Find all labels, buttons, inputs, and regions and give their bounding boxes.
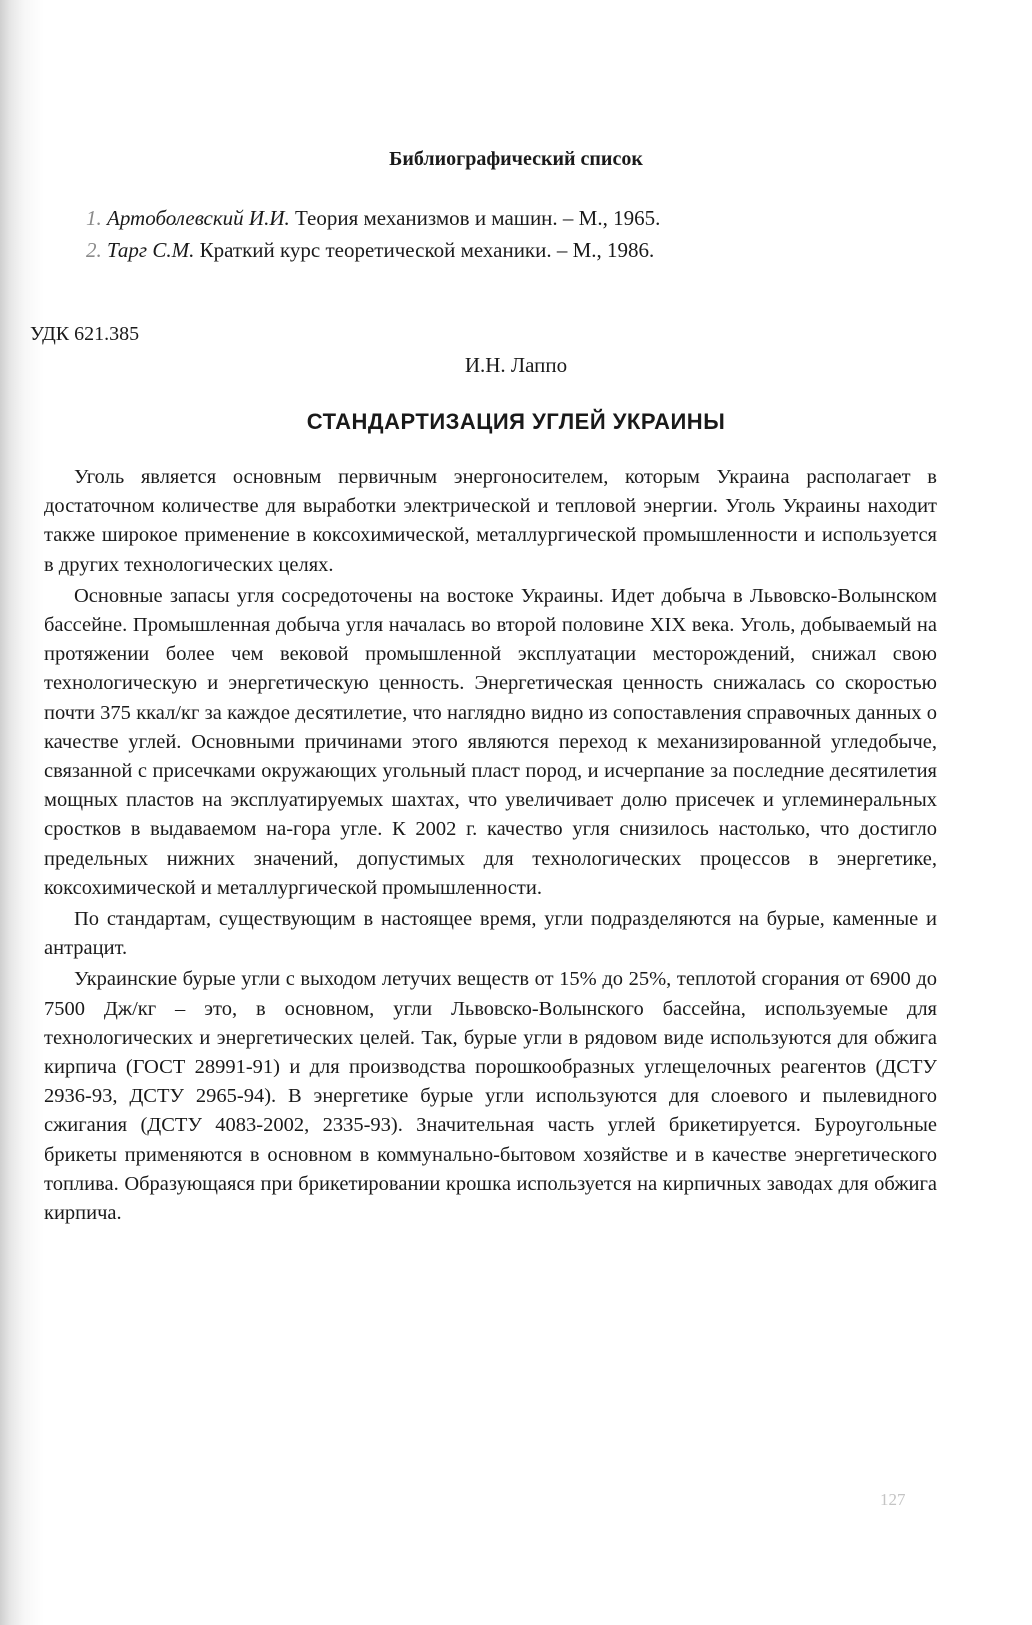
bibliography-item-text: Краткий курс теоретической механики. – М., 1986. [199,238,655,262]
article-paragraph: По стандартам, существующим в настоящее время, угли подразделяются на бурые, каменные и антрацит. [44,908,937,960]
bibliography-item [86,234,660,266]
page-number: 127 [880,1490,906,1509]
bibliography-item-number: 2. [86,238,102,262]
article-paragraph: Украинские бурые угли с выходом летучих веществ от 15% до 25%, теплотой сгорания от 6900 до 7500 Дж/кг – это, в основном, угли Львовско-Волынского бассейна, используемые для технологических и энергетических целей. Так, бурые угли в рядовом виде используются для обжига кирпича (ГОСТ 28991-91) и для производства порошкообразных углещелочных реагентов (ДСТУ 2936-93, ДСТУ 2965-94). В энергетике бурые угли используются для слоевого и пылевидного сжигания (ДСТУ 4083-2002, 2335-93). Значительная часть углей брикетируется. Буроугольные брикеты применяются в основном в коммунально-бытовом хозяйстве и в качестве энергетического топлива. Образующаяся при брикетировании крошка используется на кирпичных заводах для обжига кирпича. [44,968,937,1225]
bibliography-list [86,202,660,266]
bibliography-item-text: Теория механизмов и машин. – М., 1965. [295,206,661,230]
article-title: СТАНДАРТИЗАЦИЯ УГЛЕЙ УКРАИНЫ [306,409,726,434]
article-paragraph: Основные запасы угля сосредоточены на востоке Украины. Идет добыча в Львовско-Волынском бассейне. Промышленная добыча угля началась во второй половине XIX века. Уголь, добываемый на протяжении более чем вековой промышленной эксплуатации месторождений, снижал свою технологическую и энергетическую ценность. Энергетическая ценность снижалась со скоростью почти 375 ккал/кг за каждое десятилетие, что наглядно видно из сопоставления справочных данных о качестве углей. Основными причинами этого являются переход к механизированной угледобыче, связанной с присечками окружающих угольный пласт пород, и исчерпание за последние десятилетия мощных пластов на эксплуатируемых шахтах, что увеличивает долю присечек и углеминеральных сростков в выдаваемом на-гора угле. К 2002 г. качество угля снизилось настолько, что достигло предельных нижних значений, допустимых для технологических процессов в энергетике, коксохимической и металлургической промышленности. [44,584,937,899]
article-body [44,463,937,1230]
bibliography-item-number: 1. [86,206,102,230]
bibliography-heading: Библиографический список [389,148,643,170]
bibliography-item [86,202,660,234]
article-author: И.Н. Лаппо [464,353,568,377]
bibliography-item-author: Тарг С.М. [107,238,195,262]
bibliography-item-author: Артоболевский И.И. [107,206,290,230]
article-paragraph: Уголь является основным первичным энергоносителем, которым Украина располагает в достаточном количестве для выработки электрической и тепловой энергии. Уголь Украины находит также широкое применение в коксохимической, металлургической промышленности и используется в других технологических целях. [44,466,937,576]
udk-code: УДК 621.385 [30,323,140,345]
